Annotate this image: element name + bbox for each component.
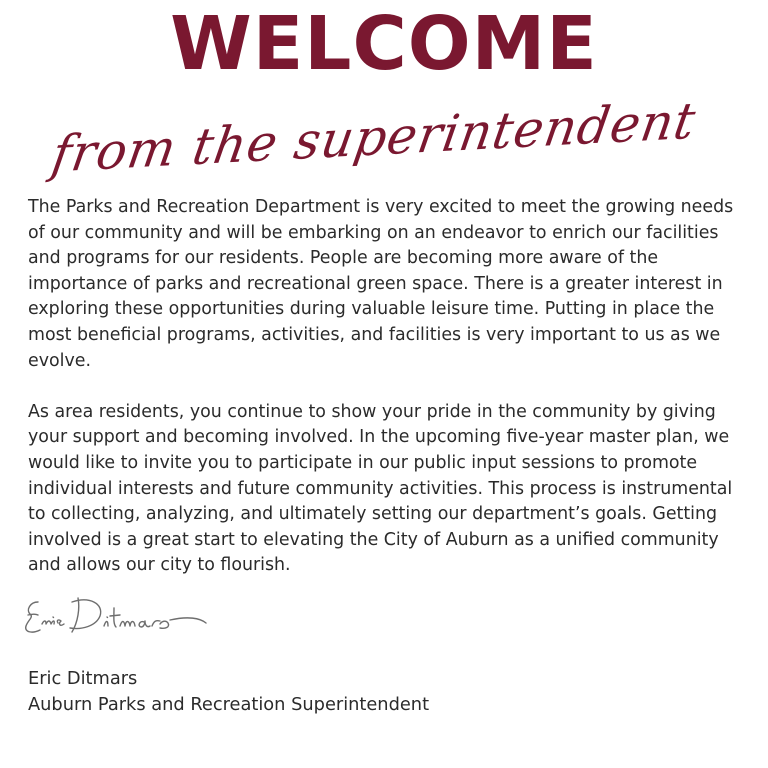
author-name: Eric Ditmars — [28, 668, 138, 689]
subtitle-script — [47, 88, 701, 188]
letter-body — [28, 195, 743, 579]
page-title: WELCOME — [170, 1, 598, 87]
author-title: Auburn Parks and Recreation Superintendent — [28, 693, 430, 715]
paragraph-2: As area residents, you continue to show your pride in the community by giving your support and becoming involved. In the upcoming five-year master plan, we would like to invite you to participate in our public input sessions to promote individual interests and future community activities. This process is instrumental to collecting, analyzing, and ultimately setting our department’s goals. Getting involved is a great start to elevating the City of Auburn as a unified community and allows our city to flourish. — [28, 401, 733, 576]
subtitle-text: from the superintendent — [47, 90, 701, 184]
author-block — [28, 666, 429, 717]
paragraph-1: The Parks and Recreation Department is very excited to meet the growing needs of our community and will be embarking on an endeavor to enrich our facilities and programs for our residents. People are becoming more aware of the importance of parks and recreational green space. There is a greater interest in exploring these opportunities during valuable leisure time. Putting in place the most beneficial programs, activities, and facilities is very important to us as we evolve. — [28, 197, 734, 371]
handwritten-signature — [20, 590, 210, 650]
